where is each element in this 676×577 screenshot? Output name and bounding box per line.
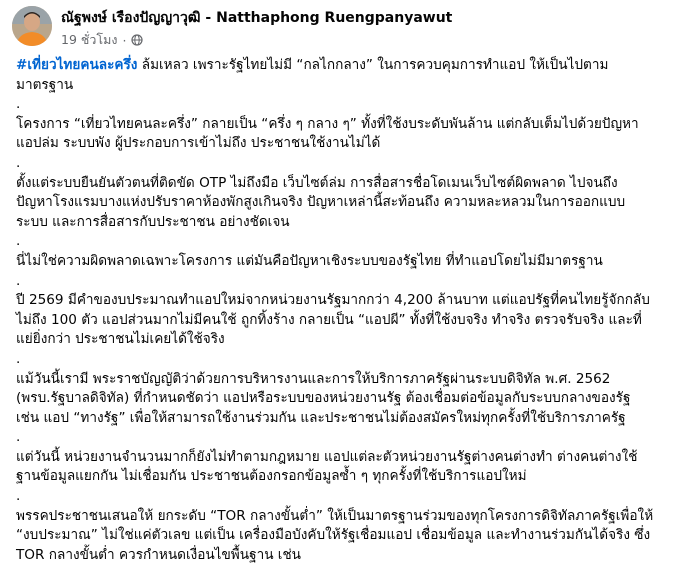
paragraph-separator: . xyxy=(16,154,21,171)
paragraph-line: แม้วันนี้เรามี พระราชบัญญัติว่าด้วยการบริหารงานและการให้บริการภาครัฐผ่านระบบดิจิทัล พ.ศ. 2562 xyxy=(16,370,611,387)
paragraph-6 xyxy=(16,448,670,487)
post-header xyxy=(12,4,662,52)
paragraph-line: ปี 2569 มีคำของบประมาณทำแอปใหม่จากหน่วยงานรัฐมากกว่า 4,200 ล้านบาท แต่แอปรัฐที่คนไทยรู้จักกลับ xyxy=(16,292,650,309)
paragraph-line: “งบประมาณ” ไม่ใช่แค่ตัวเลข แต่เป็น เครื่องมือบังคับให้รัฐเชื่อมแอป เชื่อมข้อมูล และทำงานร่วมกันได้จริง ซึ่ง xyxy=(16,527,651,544)
intro-paragraph xyxy=(16,56,670,95)
post-time[interactable]: 19 ชั่วโมง xyxy=(61,32,118,47)
paragraph-line: TOR กลางขั้นต่ำ ควรกำหนดเงื่อนไขพื้นฐาน เช่น xyxy=(16,546,301,563)
paragraph-separator: . xyxy=(16,96,21,113)
paragraph-line: นี่ไม่ใช่ความผิดพลาดเฉพาะโครงการ แต่มันคือปัญหาเชิงระบบของรัฐไทย ที่ทำแอปโดยไม่มีมาตรฐาน xyxy=(16,252,603,269)
paragraph-line: แอปล่ม ระบบพัง ผู้ประกอบการเข้าไม่ถึง ประชาชนใช้งานไม่ได้ xyxy=(16,135,381,152)
paragraph-separator: . xyxy=(16,350,21,367)
avatar[interactable] xyxy=(12,6,52,46)
paragraph-line: (พรบ.รัฐบาลดิจิทัล) ที่กำหนดชัดว่า แอปหรือระบบของหน่วยงานรัฐ ต้องเชื่อมต่อข้อมูลกับระบบกลางของรัฐ xyxy=(16,390,631,407)
globe-icon xyxy=(131,34,143,46)
paragraph-line: โครงการ “เที่ยวไทยคนละครึ่ง” กลายเป็น “ครึ่ง ๆ กลาง ๆ” ทั้งที่ใช้งบระดับพันล้าน แต่กลับเต็มไปด้วยปัญหา xyxy=(16,115,639,132)
intro-text: ล้มเหลว เพราะรัฐไทยไม่มี “กลไกกลาง” ในการควบคุมการทำแอป ให้เป็นไปตาม xyxy=(137,57,609,73)
paragraph-3 xyxy=(16,252,670,272)
paragraph-line: ตั้งแต่ระบบยืนยันตัวตนที่ติดขัด OTP ไม่ถึงมือ เว็บไซต์ล่ม การสื่อสารชื่อโดเมนเว็บไซต์ผิดพลาด ไปจนถึง xyxy=(16,174,618,191)
paragraph-separator: . xyxy=(16,429,21,446)
intro-line-1 xyxy=(16,56,670,76)
paragraph-line: แย่ยิ่งกว่า ประชาชนไม่เคยได้ใช้จริง xyxy=(16,331,225,348)
author-name[interactable]: ณัฐพงษ์ เรืองปัญญาวุฒิ - Natthaphong Ruengpanyawut xyxy=(61,10,453,26)
paragraph-1 xyxy=(16,115,670,154)
paragraph-line: ปัญหาโรงแรมบางแห่งปรับราคาห้องพักสูงเกินจริง ปัญหาเหล่านี้สะท้อนถึง ความหละหลวมในการออกแบบ xyxy=(16,194,626,211)
paragraph-line: ระบบ และการสื่อสารกับประชาชน อย่างชัดเจน xyxy=(16,213,290,230)
paragraph-line: แต่วันนี้ หน่วยงานจำนวนมากก็ยังไม่ทำตามกฎหมาย แอปแต่ละตัวหน่วยงานรัฐต่างคนต่างทำ ต่างคนต่างใช้ xyxy=(16,448,638,465)
paragraph-7 xyxy=(16,507,670,566)
paragraph-separator: . xyxy=(16,233,21,250)
paragraph-line: ฐานข้อมูลแยกกัน ไม่เชื่อมกัน ประชาชนต้องกรอกข้อมูลซ้ำ ๆ ทุกครั้งที่ใช้บริการแอปใหม่ xyxy=(16,468,527,485)
paragraph-separator: . xyxy=(16,272,21,289)
post-meta xyxy=(61,30,143,50)
paragraph-separator: . xyxy=(16,488,21,505)
intro-line-2: มาตรฐาน xyxy=(16,76,74,93)
paragraph-line: ไม่ถึง 100 ตัว แอปส่วนมากไม่มีคนใช้ ถูกทิ้งร้าง กลายเป็น “แอปผี” ทั้งที่ใช้งบจริง ทำจริง ตรวจรับจริง และที่ xyxy=(16,311,642,328)
paragraph-line: เช่น แอป “ทางรัฐ” เพื่อให้สามารถใช้งานร่วมกัน และประชาชนไม่ต้องสมัครใหม่ทุกครั้งที่ใช้บริการภาครัฐ xyxy=(16,409,626,426)
post-body xyxy=(16,56,670,565)
paragraph-2 xyxy=(16,174,670,233)
paragraph-4 xyxy=(16,291,670,350)
avatar-photo-icon xyxy=(12,6,52,46)
paragraph-5 xyxy=(16,370,670,429)
hashtag-link[interactable]: #เที่ยวไทยคนละครึ่ง xyxy=(16,57,138,73)
meta-separator: · xyxy=(122,32,127,48)
paragraph-line: พรรคประชาชนเสนอให้ ยกระดับ “TOR กลางขั้นต่ำ” ให้เป็นมาตรฐานร่วมของทุกโครงการดิจิทัลภาครัฐเพื่อให้ xyxy=(16,507,654,524)
